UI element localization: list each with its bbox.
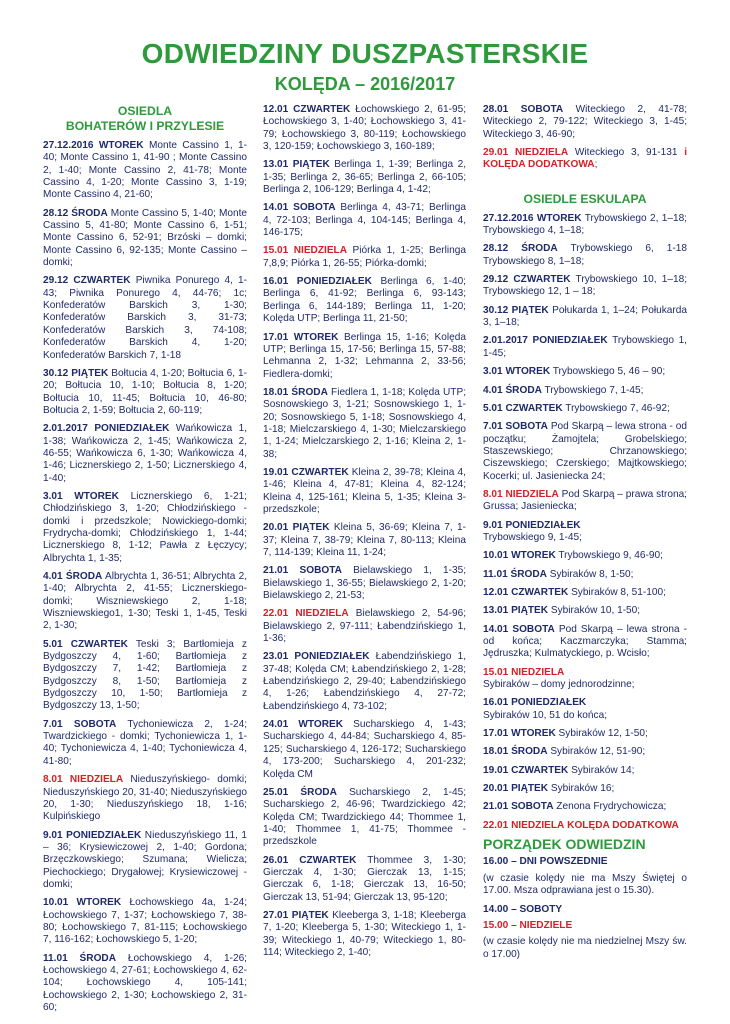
- schedule-entry: [43, 275, 247, 361]
- schedule-entry: [43, 140, 247, 202]
- porzadek-title: PORZĄDEK ODWIEDZIN: [483, 836, 646, 853]
- sunday-note: (w czasie kolędy nie ma niedzielnej Mszy św. o 17.00): [483, 936, 687, 960]
- entry-addresses: Bielawskiego 2, 54-96; Bielawskiego 2, 97-111; Łabendzińskiego 1, 1-36;: [263, 608, 466, 645]
- schedule-entry: [43, 897, 247, 946]
- schedule-entry: [263, 565, 466, 602]
- schedule-entry: [43, 208, 247, 270]
- entry-addresses: Licznerskiego 6, 1-21; Chłodzińskiego 3, 1-20; Chłodzińskiego -domki i przedszkole; Nowickiego-domki; Frydrycha-domki; Chłodzińskiego 1, 1-44; Licznerskiego 8, 1-12; Pawła z Łęczycy; Albrychta 1, 1-35;: [43, 490, 247, 564]
- section-title-eskulapa: OSIEDLE ESKULAPA: [523, 191, 647, 206]
- entry-date: 21.01 SOBOTA: [263, 565, 342, 577]
- page-title: ODWIEDZINY DUSZPASTERSKIE: [141, 38, 589, 69]
- schedule-entry: [263, 245, 466, 270]
- entry-addresses: Łabendzińskiego 1, 37-48; Kolęda CM; Łabendzińskiego 2, 1-28; Łabendzińskiego 2, 29-40; Łabendzińskiego 4, 1-26; Łabendzińskiego 4, 27-72; Łabendzińskiego 4, 73-102;: [263, 651, 466, 712]
- schedule-entry: [263, 467, 466, 516]
- schedule-entry: [483, 783, 687, 795]
- schedule-entry: [483, 746, 687, 758]
- schedule-list-bohaterow-cont: [263, 104, 466, 959]
- schedule-entry: [263, 332, 466, 381]
- entry-addresses: Thommee 3, 1-30; Gierczak 4, 1-30; Gierczak 13, 1-15; Gierczak 6, 1-18; Gierczak 13, 16-50; Gierczak 13, 51-94; Gierczak 13, 95-120;: [263, 854, 466, 903]
- entry-addresses: Kleeberga 3, 1-18; Kleeberga 7, 1-20; Kleeberga 5, 1-30; Witeckiego 1, 1-39; Witeckiego 1, 40-79; Witeckiego 1, 80-114; Witeckiego 2, 1-40;: [263, 909, 467, 958]
- entry-date: 13.01 PIĄTEK: [263, 159, 330, 171]
- entry-addresses: Pod Skarpą – lewa strona - od początku; Żamojtela; Grobelskiego; Staszewskiego; Chrzanowskiego; Ciszewskiego; Czerskiego; Majtkowskiego; Kocerki; ul. Jasieniecka 24;: [483, 421, 687, 482]
- entry-date: 30.12 PIĄTEK: [483, 304, 549, 316]
- entry-addresses: Sybiraków 12, 1-50;: [555, 728, 648, 740]
- entry-date: 5.01 CZWARTEK: [483, 402, 563, 414]
- entry-date: 26.01 CZWARTEK: [263, 854, 357, 866]
- entry-date: 12.01 CZWARTEK: [263, 104, 351, 115]
- entry-addresses: Piórka 1, 1-25; Berlinga 7,8,9; Piórka 1, 26-55; Piórka-domki;: [263, 245, 466, 269]
- entry-date: 3.01 WTOREK: [483, 366, 551, 378]
- schedule-entry: [483, 366, 687, 378]
- schedule-entry: [483, 489, 687, 514]
- entry-addresses: Witeckiego 2, 41-78; Witeckiego 2, 79-122; Witeckiego 3, 1-45; Witeckiego 3, 46-90;: [483, 104, 687, 140]
- entry-addresses: Trybowskiego 7, 46-92;: [562, 402, 670, 414]
- schedule-entry: [483, 605, 687, 617]
- entry-addresses: Berlinga 15, 1-16; Kolęda UTP; Berlinga 15, 17-56; Berlinga 15, 57-88; Lehmanna 2, 1-32; Lehmanna 2, 33-56; Fiedlera-domki;: [263, 331, 466, 380]
- column-2: [263, 104, 466, 965]
- column-1: [43, 104, 247, 1020]
- entry-date: 10.01 WTOREK: [483, 550, 556, 562]
- entry-addresses: Trybowskiego 9, 46-90;: [555, 550, 663, 562]
- entry-addresses: Sucharskiego 2, 1-45; Sucharskiego 2, 46-96; Twardzickiego 42; Kolęda CM; Twardzickiego 44; Thommee 1, 1-40; Thommee 1, 41-75; Thommee -przedszkole: [263, 786, 467, 848]
- entry-date: 7.01 SOBOTA: [43, 718, 117, 730]
- section-title-line: BOHATERÓW I PRZYLESIE: [65, 119, 225, 133]
- entry-date: 27.01 PIĄTEK: [263, 909, 329, 921]
- schedule-entry: [263, 522, 466, 559]
- entry-date: 28.01 SOBOTA: [483, 104, 564, 115]
- schedule-entry: [263, 387, 466, 461]
- schedule-entry: [483, 147, 687, 172]
- entry-addresses: Berlinga 1, 1-39; Berlinga 2, 1-35; Berlinga 2, 36-65; Berlinga 2, 66-105; Berlinga 2, 106-129; Berlinga 4, 1-42;: [263, 159, 467, 196]
- entry-date: 9.01 PONIEDZIAŁEK: [43, 829, 142, 841]
- entry-date: 18.01 ŚRODA: [483, 746, 548, 758]
- entry-date: 28.12 ŚRODA: [43, 207, 108, 219]
- schedule-entry: [263, 104, 466, 153]
- entry-date: 9.01 PONIEDZIAŁEK: [483, 519, 581, 531]
- entry-addresses: Sybiraków 8, 1-50;: [546, 568, 634, 580]
- schedule-entry: [483, 624, 687, 661]
- entry-addresses: Sybiraków 10, 51 do końca;: [483, 709, 608, 721]
- entry-date: 17.01 WTOREK: [483, 728, 556, 740]
- entry-date: 11.01 ŚRODA: [483, 568, 547, 580]
- entry-addresses: Trybowskiego 7, 1-45;: [541, 384, 644, 396]
- entry-date: 16.01 PONIEDZIAŁEK: [483, 697, 587, 709]
- entry-date: 22.01 NIEDZIELA: [263, 608, 349, 620]
- entry-addresses: Połukarda 1, 1–24; Połukarda 3, 1–18;: [483, 304, 687, 329]
- schedule-entry: [263, 159, 466, 196]
- entry-addresses: Albrychta 1, 36-51; Albrychta 2, 1-40; Albrychta 2, 41-55; Licznerskiego-domki; Wiszniewskiego 2, 1-18; Wiszniewskiego1, 1-30; Teski 1, 1-45, Teski 2, 1-30;: [43, 571, 248, 632]
- entry-date: 2.01.2017 PONIEDZIAŁEK: [483, 335, 608, 347]
- entry-addresses: Trybowskiego 9, 1-45;: [483, 531, 582, 543]
- entry-date: 14.01 SOBOTA: [483, 623, 555, 635]
- entry-addresses: Sybiraków – domy jednorodzinne;: [483, 679, 635, 691]
- entry-date: 12.01 CZWARTEK: [483, 586, 569, 598]
- entry-date: 24.01 WTOREK: [263, 719, 344, 731]
- entry-addresses: Teski 3; Bartłomieja z Bydgoszczy 4, 1-60; Bartłomieja z Bydgoszczy 7, 1-42; Bartłomieja z Bydgoszczy 8, 1-50; Bartłomieja z Bydgoszczy 10, 1-50; Bartłomieja z Bydgoszczy 13, 1-50;: [43, 638, 247, 712]
- entry-extra: i KOLĘDA DODATKOWA: [483, 147, 687, 171]
- weekday-hour: 16.00 – DNI POWSZEDNIE: [483, 856, 608, 868]
- entry-addresses: Kleina 2, 39-78; Kleina 4, 1-46; Kleina 4, 47-81; Kleina 4, 82-124; Kleina 4, 125-161; Kleina 5, 1-35; Kleina 3-przedszkole;: [263, 466, 466, 515]
- schedule-entry: [43, 953, 247, 1015]
- schedule-entry: [483, 520, 687, 545]
- entry-addresses: Witeckiego 3, 91-131: [568, 147, 685, 159]
- entry-addresses: Wańkowicza 1, 1-38; Wańkowicza 2, 1-45; Wańkowicza 2, 46-55; Wańkowicza 6, 1-30; Wańkowicza 4, 1-46; Licznerskiego 2, 1-50; Licznerskiego 4, 1-40;: [43, 423, 247, 484]
- entry-addresses: Sybiraków 8, 51-100;: [568, 586, 666, 598]
- schedule-entry: [263, 202, 466, 239]
- sunday-hour: 15.00 – NIEDZIELE: [483, 919, 573, 931]
- entry-addresses: Trybowskiego 6, 1-18 Trybowskiego 8, 1–18;: [483, 243, 687, 267]
- entry-date: 28.12 ŚRODA: [483, 243, 558, 255]
- entry-date: 23.01 PONIEDZIAŁEK: [263, 651, 370, 663]
- entry-tail: ;: [594, 159, 598, 171]
- schedule-entry: [263, 276, 466, 325]
- schedule-entry: [263, 787, 466, 849]
- schedule-entry: [483, 587, 687, 599]
- entry-date: 27.12.2016 WTOREK: [43, 140, 144, 151]
- entry-addresses: Nieduszyńskiego 11, 1 – 36; Krysiewiczowej 2, 1-40; Gordona; Brzęczkowskiego; Szumana; Wielicza; Piechockiego; Drygałowej; Krysiewiczowej -domki;: [43, 829, 247, 890]
- entry-addresses: Trybowskiego 1, 1-45;: [483, 335, 687, 359]
- entry-addresses: Bołtucia 4, 1-20; Bołtucia 6, 1-20; Bołtucia 10, 1-10; Bołtucia 8, 1-20; Bołtucia 10, 11-45; Bołtucia 10, 46-80; Bołtucia 2, 1-59; Bołtucia 2, 60-119;: [43, 367, 248, 416]
- entry-date: 29.12 CZWARTEK: [43, 275, 131, 287]
- schedule-entry: [483, 335, 687, 360]
- entry-date: 20.01 PIĄTEK: [483, 783, 549, 795]
- entry-addresses: Łochowskiego 2, 61-95; Łochowskiego 3, 1-40; Łochowskiego 3, 41-79; Łochowskiego 3, 80-119; Łochowskiego 3, 120-159; Łochowskiego 3, 160-189;: [263, 104, 466, 153]
- schedule-entry: [263, 855, 466, 904]
- entry-addresses: Bielawskiego 1, 1-35; Bielawskiego 1, 36-55; Bielawskiego 2, 1-20; Bielawskiego 2, 21-53;: [263, 565, 466, 602]
- entry-date: 2.01.2017 PONIEDZIAŁEK: [43, 423, 170, 435]
- schedule-entry: [43, 830, 247, 892]
- schedule-entry: [43, 719, 247, 768]
- schedule-entry: [43, 774, 247, 823]
- schedule-entry: [263, 651, 466, 713]
- schedule-list-bohaterow-end: [483, 104, 687, 172]
- schedule-entry: [483, 213, 687, 238]
- entry-date: 8.01 NIEDZIELA: [483, 488, 559, 500]
- entry-date: 17.01 WTOREK: [263, 331, 339, 343]
- entry-addresses: Tychoniewicza 2, 1-24; Twardzickiego - domki; Tychoniewicza 1, 1-40; Tychoniewicza 4, 1-40; Tychoniewicza 4, 41-80;: [43, 718, 247, 767]
- schedule-entry: [43, 639, 247, 713]
- entry-date: 15.01 NIEDZIELA: [263, 245, 348, 257]
- entry-addresses: Pod Skarpą – lewa strona - od końca; Kaczmarczyka; Stamma; Jędruszka; Kulmatyckiego, p. Wcisło;: [483, 623, 687, 660]
- entry-date: 5.01 CZWARTEK: [43, 638, 128, 650]
- schedule-entry: [483, 697, 687, 722]
- schedule-entry: [43, 491, 247, 565]
- schedule-entry: [263, 608, 466, 645]
- entry-date: 14.01 SOBOTA: [263, 202, 336, 214]
- schedule-entry: [483, 550, 687, 562]
- schedule-entry: [483, 243, 687, 268]
- schedule-list-bohaterow: [43, 140, 247, 1014]
- entry-date: 25.01 ŚRODA: [263, 786, 337, 798]
- schedule-entry: [483, 385, 687, 397]
- column-3: [483, 104, 687, 967]
- entry-date: 3.01 WTOREK: [43, 490, 119, 502]
- schedule-entry: [43, 423, 247, 485]
- schedule-entry: [483, 667, 687, 692]
- schedule-entry: [483, 403, 687, 415]
- entry-addresses: Sybiraków 14;: [568, 764, 635, 776]
- entry-date: 27.12.2016 WTOREK: [483, 212, 582, 224]
- entry-addresses: Trybowskiego 10, 1–18; Trybowskiego 12, 1 – 18;: [483, 274, 687, 298]
- entry-addresses: Trybowskiego 5, 46 – 90;: [550, 366, 666, 378]
- page-subtitle: KOLĘDA – 2016/2017: [274, 74, 456, 94]
- schedule-entry: [483, 274, 687, 299]
- entry-date: 16.01 PONIEDZIAŁEK: [263, 276, 372, 288]
- entry-addresses: Monte Cassino 1, 1-40; Monte Cassino 1, 41-90 ; Monte Cassino 2, 1-40; Monte Cassino 2, 41-78; Monte Cassino 4, 1-20; Monte Cassino 3, 1-19; Monte Cassino 4, 21-60;: [43, 140, 247, 201]
- schedule-entry: [263, 719, 466, 781]
- section-title-bohaterow: [43, 104, 247, 134]
- schedule-entry: [483, 421, 687, 483]
- entry-date: 19.01 CZWARTEK: [263, 466, 349, 478]
- section-title-line: OSIEDLA: [117, 104, 173, 118]
- entry-addresses: Monte Cassino 5, 1-40; Monte Cassino 5, 41-80; Monte Cassino 6, 1-51; Monte Cassino 6, 52-91; Brzóski – domki; Monte Cassino 6, 92-135; Monte Cassino – domki;: [43, 207, 247, 269]
- entry-date: 7.01 SOBOTA: [483, 421, 548, 433]
- entry-addresses: Sybiraków 16;: [548, 783, 615, 795]
- entry-date: 21.01 SOBOTA: [483, 801, 554, 813]
- entry-extra: KOLĘDA DODATKOWA: [567, 819, 679, 831]
- entry-addresses: Piwnika Ponurego 4, 1-43; Piwnika Ponurego 4, 44-76; 1c; Konfederatów Barskich 3, 1-30; Konfederatów Barskich 3, 31-73; Konfederatów Barskich 3, 74-108; Konfederatów Barskich 4, 1-20; Konfederatów Barskich 7, 1-18: [43, 275, 247, 361]
- schedule-entry: [263, 910, 466, 959]
- schedule-entry: [483, 765, 687, 777]
- entry-date: 22.01 NIEDZIELA: [483, 819, 565, 831]
- entry-addresses: Łochowskiego 4, 1-26; Łochowskiego 4, 27-61; Łochowskiego 4, 62-104; Łochowskiego 4, 105-141; Łochowskiego 2, 1-30; Łochowskiego 2, 31-60;: [43, 952, 247, 1013]
- entry-addresses: Trybowskiego 2, 1–18; Trybowskiego 4, 1–18;: [483, 212, 687, 237]
- entry-addresses: Sucharskiego 4, 1-43; Sucharskiego 4, 44-84; Sucharskiego 4, 85-125; Sucharskiego 4, 126-172; Sucharskiego 4, 173-200; Sucharskiego 4, 201-232; Kolęda CM: [263, 719, 466, 780]
- entry-addresses: Fiedlera 1, 1-18; Kolęda UTP; Sosnowskiego 3, 1-21; Sosnowskiego 1, 1-20; Sosnowskiego 5, 1-18; Sosnowskiego 4, 1-18; Mielczarskiego 4, 1-30; Mielczarskiego 1, 1-24; Mielczarskiego 2, 1-16; Kleina 2, 1-38;: [263, 386, 466, 460]
- schedule-entry: [483, 801, 687, 813]
- weekday-note: (w czasie kolędy nie ma Mszy Świętej o 17.00. Msza odprawiana jest o 15.30).: [483, 872, 687, 897]
- entry-date: 20.01 PIĄTEK: [263, 522, 330, 534]
- entry-date: 18.01 ŚRODA: [263, 386, 328, 398]
- schedule-entry: [43, 571, 247, 633]
- entry-date: 30.12 PIĄTEK: [43, 367, 109, 379]
- entry-date: 15.01 NIEDZIELA: [483, 666, 565, 678]
- entry-addresses: Berlinga 4, 43-71; Berlinga 4, 72-103; Berlinga 4, 104-145; Berlinga 4, 146-175;: [263, 202, 466, 239]
- entry-date: 29.01 NIEDZIELA: [483, 147, 569, 159]
- entry-date: 19.01 CZWARTEK: [483, 764, 569, 776]
- saturday-hour: 14.00 – SOBOTY: [483, 903, 563, 915]
- schedule-entry: [483, 104, 687, 141]
- entry-date: 4.01 ŚRODA: [483, 384, 542, 396]
- entry-date: 10.01 WTOREK: [43, 897, 122, 909]
- schedule-entry: [483, 820, 687, 832]
- entry-addresses: Sybiraków 10, 1-50;: [548, 605, 641, 617]
- schedule-list-eskulapa: [483, 213, 687, 832]
- schedule-entry: [43, 368, 247, 417]
- entry-date: 8.01 NIEDZIELA: [43, 774, 124, 786]
- entry-date: 11.01 ŚRODA: [43, 952, 117, 964]
- entry-addresses: Nieduszyńskiego- domki; Nieduszyńskiego 20, 31-40; Nieduszyńskiego 20, 1-30; Nieduszyńskiego 18, 1-16; Kulpińskiego: [43, 774, 247, 823]
- entry-addresses: Pod Skarpą – prawa strona; Grussa; Jasieniecka;: [483, 488, 687, 513]
- entry-addresses: Zenona Frydrychowicza;: [553, 801, 667, 813]
- entry-addresses: Sybiraków 12, 51-90;: [547, 746, 646, 758]
- schedule-entry: [483, 728, 687, 740]
- entry-addresses: Łochowskiego 4a, 1-24; Łochowskiego 7, 1-37; Łochowskiego 7, 38-80; Łochowskiego 7, 81-115; Łochowskiego 7, 116-162; Łochowskiego 5, 1-20;: [43, 897, 247, 946]
- schedule-entry: [483, 569, 687, 581]
- entry-addresses: Berlinga 6, 1-40; Berlinga 6, 41-92; Berlinga 6, 93-143; Berlinga 6, 144-189; Berlinga 11, 1-20; Kolęda UTP; Berlinga 11, 21-50;: [263, 276, 466, 325]
- entry-addresses: Kleina 5, 36-69; Kleina 7, 1-37; Kleina 7, 38-79; Kleina 7, 80-113; Kleina 7, 114-139; Kleina 11, 1-24;: [263, 522, 467, 558]
- entry-date: 4.01 ŚRODA: [43, 571, 103, 582]
- schedule-entry: [483, 305, 687, 330]
- entry-date: 13.01 PIĄTEK: [483, 605, 549, 617]
- entry-date: 29.12 CZWARTEK: [483, 274, 571, 286]
